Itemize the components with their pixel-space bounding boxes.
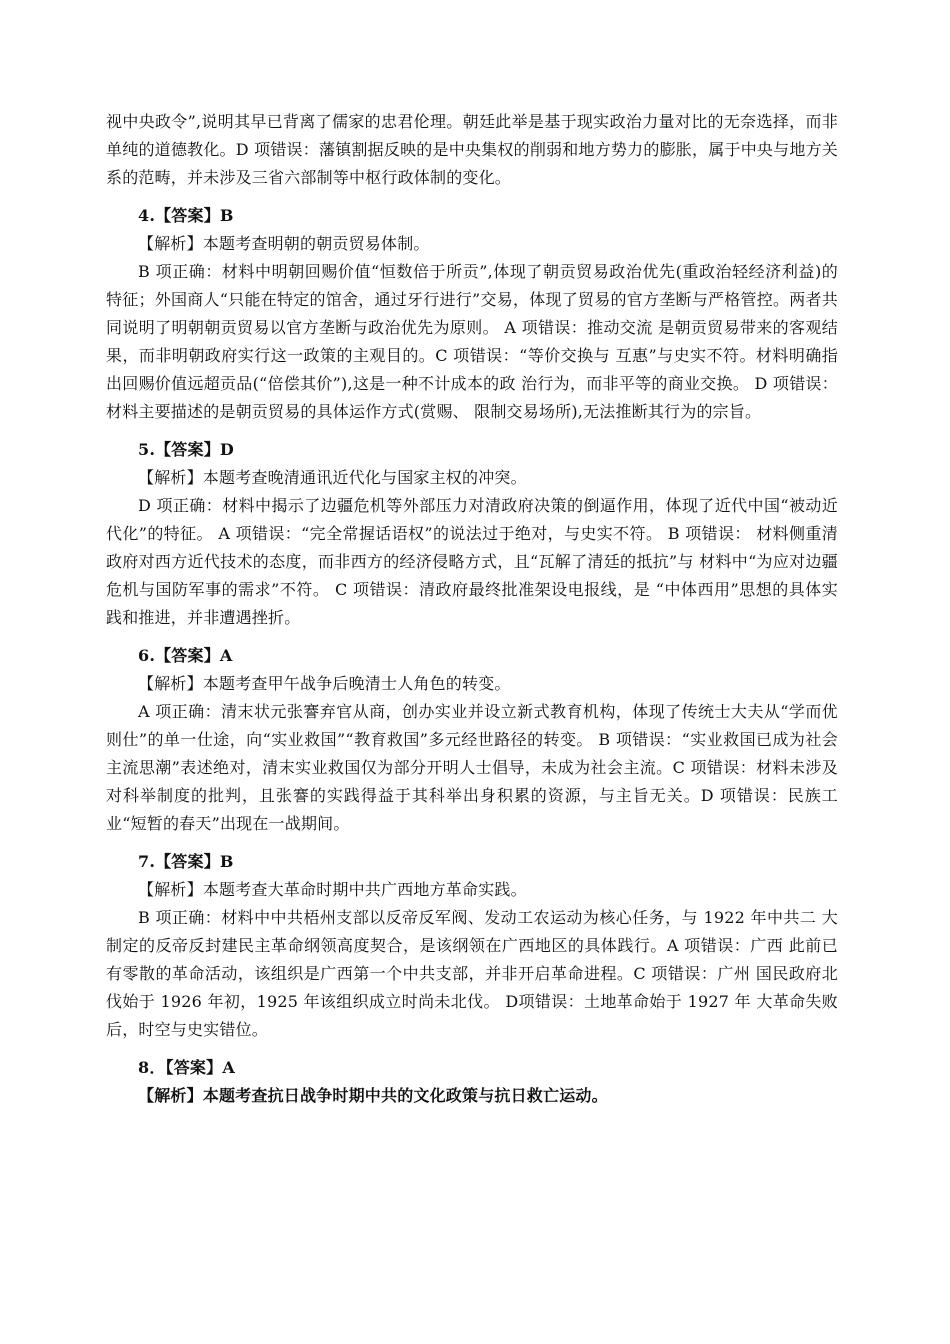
question-5	[106, 436, 838, 632]
answer-5: 5.【答案】D	[138, 440, 234, 459]
analysis-6: 【解析】本题考查甲午战争后晚清士人角色的转变。	[138, 674, 511, 693]
question-4	[106, 202, 838, 426]
analysis-5: 【解析】本题考查晚清通讯近代化与国家主权的冲突。	[138, 468, 527, 487]
question-7	[106, 848, 838, 1044]
intro-paragraph: 视中央政令”,说明其早已背离了儒家的忠君伦理。朝廷此举是基于现实政治力量对比的无奈选择，而非单纯的道德教化。D 项错误：藩镇割据反映的是中央集权的削弱和地方势力的膨胀，属于中央与地方关系的范畴，并未涉及三省六部制等中枢行政体制的变化。	[106, 112, 838, 187]
answer-7: 7.【答案】B	[138, 852, 234, 871]
analysis-8: 【解析】本题考查抗日战争时期中共的文化政策与抗日救亡运动。	[138, 1086, 608, 1105]
answer-6: 6.【答案】A	[138, 646, 233, 665]
explanation-4: B 项正确：材料中明朝回赐价值“恒数倍于所贡”,体现了朝贡贸易政治优先(重政治轻经济利益)的特征；外国商人“只能在特定的馆舍，通过牙行进行”交易，体现了贸易的官方垄断与严格管控。两者共同说明了明朝朝贡贸易以官方垄断与政治优先为原则。 A 项错误：推动交流 是朝贡贸易带来的客观结果，而非明朝政府实行这一政策的主观目的。C 项错误：“等价交换与 互惠”与史实不符。材料明确指出回赐价值远超贡品(“倍偿其价”),这是一种不计成本的政 治行为，而非平等的商业交换。 D 项错误：材料主要描述的是朝贡贸易的具体运作方式(赏赐、 限制交易场所),无法推断其行为的宗旨。	[106, 262, 838, 421]
analysis-4: 【解析】本题考查明朝的朝贡贸易体制。	[138, 234, 430, 253]
explanation-7: B 项正确：材料中中共梧州支部以反帝反军阀、发动工农运动为核心任务，与 1922 年中共二 大制定的反帝反封建民主革命纲领高度契合，是该纲领在广西地区的具体践行。A 项错误：广西 此前已有零散的革命活动，该组织是广西第一个中共支部，并非开启革命进程。C 项错误：广州 国民政府北伐始于 1926 年初，1925 年该组织成立时尚未北伐。 D项错误：土地革命始于 1927 年 大革命失败后，时空与史实错位。	[106, 908, 838, 1039]
answer-8: 8．【答案】A	[138, 1058, 235, 1077]
answer-4: 4.【答案】B	[138, 206, 234, 225]
question-8	[106, 1054, 838, 1110]
analysis-7: 【解析】本题考查大革命时期中共广西地方革命实践。	[138, 880, 527, 899]
explanation-5: D 项正确：材料中揭示了边疆危机等外部压力对清政府决策的倒逼作用，体现了近代中国“被动近代化”的特征。 A 项错误：“完全常握话语权”的说法过于绝对，与史实不符。 B 项错误： 材料侧重清政府对西方近代技术的态度，而非西方的经济侵略方式，且“瓦解了清廷的抵抗”与 材料中“为应对边疆危机与国防军事的需求”不符。 C 项错误：清政府最终批准架设电报线，是 “中体西用”思想的具体实践和推进，并非遭遇挫折。	[106, 496, 838, 627]
question-6	[106, 642, 838, 838]
document-page	[106, 108, 838, 1110]
explanation-6: A 项正确：清末状元张謇弃官从商，创办实业并设立新式教育机构，体现了传统士大夫从“学而优则仕”的单一仕途，向“实业救国”“教育救国”多元经世路径的转变。 B 项错误：“实业救国已成为社会主流思潮”表述绝对，清末实业救国仅为部分开明人士倡导，未成为社会主流。C 项错误：材料未涉及对科举制度的批判，且张謇的实践得益于其科举出身积累的资源，与主旨无关。D 项错误：民族工业“短暂的春天”出现在一战期间。	[106, 702, 838, 833]
